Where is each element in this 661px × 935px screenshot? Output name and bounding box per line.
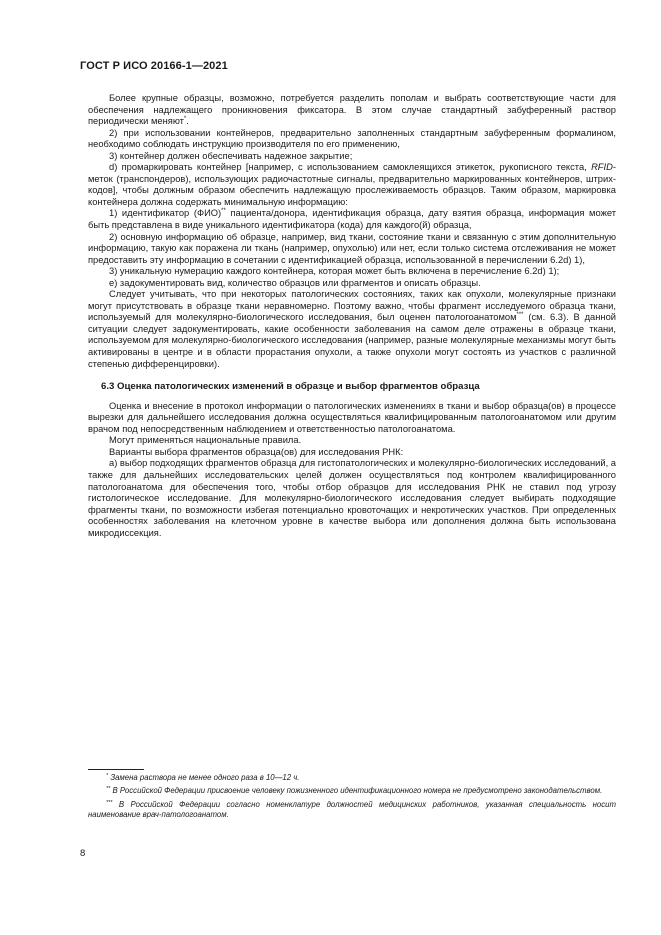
footnote-reference: ** [221,208,226,215]
paragraph [88,128,616,151]
text-run: 2) при использовании контейнеров, предварительно заполненных стандартным забуференным формалином, необходимо соблюдать инструкцию производителя по его применению, [88,127,616,150]
footnote [88,786,616,796]
paragraph [88,278,616,290]
text-run: (см. 6.3). В данной ситуации следует задокументировать, какие особенности заболевания на самом деле отражены в образце ткани, используемом для молекулярно-биологического исследования (например, разные молекулярные механизмы могут быть активированы в центре и в области прорастания опухоли, а также опухоли могут состоять из участков с различной степенью дифференцировки). [88,312,616,369]
footnote [88,773,616,783]
footnote-mark: * [106,773,109,779]
text-run: 6.3 Оценка патологических изменений в образце и выбор фрагментов образца [101,381,480,393]
text-run: Оценка и внесение в протокол информации о патологических изменениях в ткани и выбор образца(ов) в процессе вырезки для дальнейшего исследования должна осуществляться квалифицированным патологоанатомом или другим врачом под непосредственным наблюдением и ответственностью патологоанатома. [88,400,616,434]
text-run: Следует учитывать, что при некоторых патологических состояниях, таких как опухоли, молекулярные признаки могут присутствовать в образце ткани неравномерно. Поэтому важно, чтобы фрагмент исследуемого образца ткани, используемый для молекулярно-биологического исследования, был оценен патологоанатомом [88,289,616,323]
italic-term: RFID [591,162,613,173]
paragraph [88,435,616,447]
text-run: a) выбор подходящих фрагментов образца для гистопатологических и молекулярно-биологических исследований, а также для дальнейших исследовательских целей должен осуществляться под контролем квалифицированного патологоанатома для обеспечения того, чтобы отбор образцов для исследования РНК не ставил под угрозу гистологическое исследование. Для молекулярно-биологического исследования следует выбирать подходящие фрагменты ткани, по возможности избегая потенциально кровоточащих и некротических участков. При определенных особенностях заболевания на клеточном уровне в качестве выбора или дополнения должна быть использована микродиссекция. [88,458,616,538]
footnote-text: В Российской Федерации согласно номенклатуре должностей медицинских работников, указанная специальность носит наименование врач-патологоанатом. [88,799,616,820]
paragraph [88,266,616,278]
text-run: 3) уникальную нумерацию каждого контейнера, которая может быть включена в перечисление 6.2d) 1); [109,266,560,277]
footnotes-section [88,773,616,824]
text-run: 3) контейнер должен обеспечивать надежное закрытие; [109,150,353,161]
text-run: . [186,116,189,127]
paragraph [88,151,616,163]
footnote-reference: *** [516,312,524,319]
footnote-divider [88,769,144,770]
paragraph [88,458,616,539]
document-body [88,93,616,539]
footnote-reference: * [183,116,187,123]
text-run: -меток (транспондеров), использующих радиочастотные сигналы, предварительно маркированных контейнеров, штрих-кодов], чтобы должным образом обеспечить надлежащую прослеживаемость образцов. Таким образом, маркировка контейнера должна содержать минимальную информацию: [88,162,616,207]
text-run: Могут применяться национальные правила. [109,435,302,446]
paragraph [88,93,616,128]
text-run: e) задокументировать вид, количество образцов или фрагментов и описать образцы. [109,277,481,288]
footnote [88,800,616,821]
section-heading [88,381,616,393]
footnote-mark: *** [106,799,113,806]
text-run: d) промаркировать контейнер [например, с использованием самоклеящихся этикеток, рукописного текста, [109,162,592,173]
document-header: ГОСТ Р ИСО 20166-1—2021 [80,60,228,72]
page-number: 8 [80,848,86,859]
paragraph [88,162,616,208]
paragraph [88,232,616,267]
paragraph [88,289,616,370]
text-run: пациента/донора, идентификация образца, дату взятия образца, информация может быть представлена в виде уникального идентификатора (кода) для каждого(й) образца, [88,208,616,231]
footnote-mark: ** [106,786,111,793]
text-run: Варианты выбора фрагментов образца(ов) для исследования РНК: [109,446,404,457]
paragraph [88,208,616,231]
text-run: Более крупные образцы, возможно, потребуется разделить пополам и выбрать соответствующие части для обеспечения надлежащего проникновения фиксатора. В этом случае стандартный забуференный раствор периодически меняют [88,93,616,127]
footnote-text: Замена раствора не менее одного раза в 10—12 ч. [110,773,300,782]
paragraph [88,447,616,459]
text-run: 1) идентификатор (ФИО) [109,208,222,219]
footnote-text: В Российской Федерации присвоение человеку пожизненного идентификационного номера не предусмотрено законодательством. [112,786,603,796]
paragraph [88,401,616,436]
text-run: 2) основную информацию об образце, например, вид ткани, состояние ткани и связанную с этим дополнительную информацию, такую как поражена ли ткань (например, опухолью) или нет, если только система отслеживания не может предоставить эту информацию в сочетании с идентификацией образца, использованной в перечислении 6.2d) 1), [88,231,616,265]
